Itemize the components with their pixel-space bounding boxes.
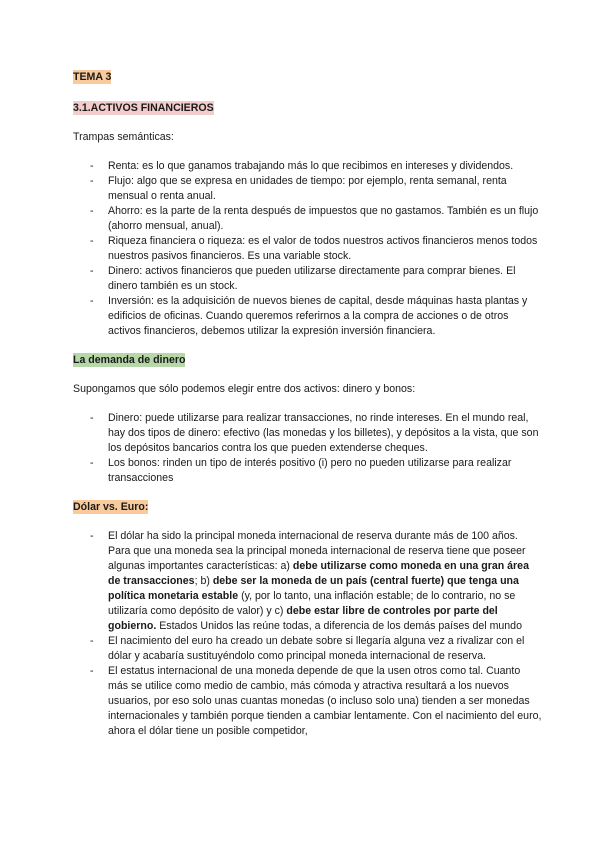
section-heading-demanda-text: La demanda de dinero [73,354,186,366]
section-heading-demanda [73,353,543,368]
bold-run: debe ser la moneda de un país (central fuerte) que tenga una política monetaria estable [108,575,519,602]
list-item: - Los bonos: rinden un tipo de interés positivo (i) pero no pueden utilizarse para realizar transacciones [73,456,543,486]
bold-run: debe utilizarse como moneda en una gran área de transacciones [108,560,529,587]
list-item: - Ahorro: es la parte de la renta después de impuestos que no gastamos. También es un flujo (ahorro mensual, anual). [73,204,543,234]
chapter-title-text: TEMA 3 [73,71,112,83]
list-item: - Dinero: activos financieros que pueden utilizarse directamente para comprar bienes. El dinero también es un stock. [73,264,543,294]
document-page [73,70,543,739]
list-item: - El estatus internacional de una moneda depende de que la usen otros como tal. Cuanto más se utilice como medio de cambio, más cómoda y atractiva resultará a los nuevos usuarios, por eso solo unas cuantas monedas (o incluso solo una) tienden a ser monedas internacionales y también porque tienden a cambiar lentamente. Con el nacimiento del euro, ahora el dólar tiene un posible competidor, [73,664,543,739]
text-run: (y, por lo tanto, una inflación estable; de lo contrario, no se utilizaría como depósito de valor) y c) [108,590,516,617]
list-item: - Inversión: es la adquisición de nuevos bienes de capital, desde máquinas hasta plantas y edificios de oficinas. Cuando queremos referirnos a la compra de acciones o de otros activos financieros, debemos utilizar la expresión inversión financiera. [73,294,543,339]
list-item [73,529,543,634]
dolar-list [73,529,543,739]
list-item: - Flujo: algo que se expresa en unidades de tiempo: por ejemplo, renta semanal, renta mensual o renta anual. [73,174,543,204]
list-item: - Dinero: puede utilizarse para realizar transacciones, no rinde intereses. En el mundo real, hay dos tipos de dinero: efectivo (las monedas y los billetes), y depósitos a la vista, que son los depósitos bancarios contra los que pueden extenderse cheques. [73,411,543,456]
list-item: - Riqueza financiera o riqueza: es el valor de todos nuestros activos financieros menos todos nuestros pasivos financieros. Es una variable stock. [73,234,543,264]
demanda-list [73,411,543,486]
chapter-title [73,70,543,85]
section-intro-trampas: Trampas semánticas: [73,131,174,143]
section-heading-activos [73,101,543,116]
section-heading-activos-text: 3.1.ACTIVOS FINANCIEROS [73,102,214,114]
bold-run: debe estar libre de controles por parte del gobierno. [108,605,498,632]
text-run: El dólar ha sido la principal moneda internacional de reserva durante más de 100 años. Para que una moneda sea la principal moneda internacional de reserva tiene que poseer algunas importantes características: a) [108,530,526,572]
trampas-list [73,159,543,339]
text-run: ; b) [194,575,213,587]
text-run: Estados Unidos las reúne todas, a diferencia de los demás países del mundo [156,620,522,632]
list-item: - Renta: es lo que ganamos trabajando más lo que recibimos en intereses y dividendos. [73,159,543,174]
list-item: - El nacimiento del euro ha creado un debate sobre si llegaría alguna vez a rivalizar con el dólar y acabaría sustituyéndolo como principal moneda internacional de reserva. [73,634,543,664]
section-heading-dolar-text: Dólar vs. Euro: [73,501,149,513]
section-heading-dolar [73,500,543,515]
section-intro-demanda: Supongamos que sólo podemos elegir entre dos activos: dinero y bonos: [73,383,416,395]
